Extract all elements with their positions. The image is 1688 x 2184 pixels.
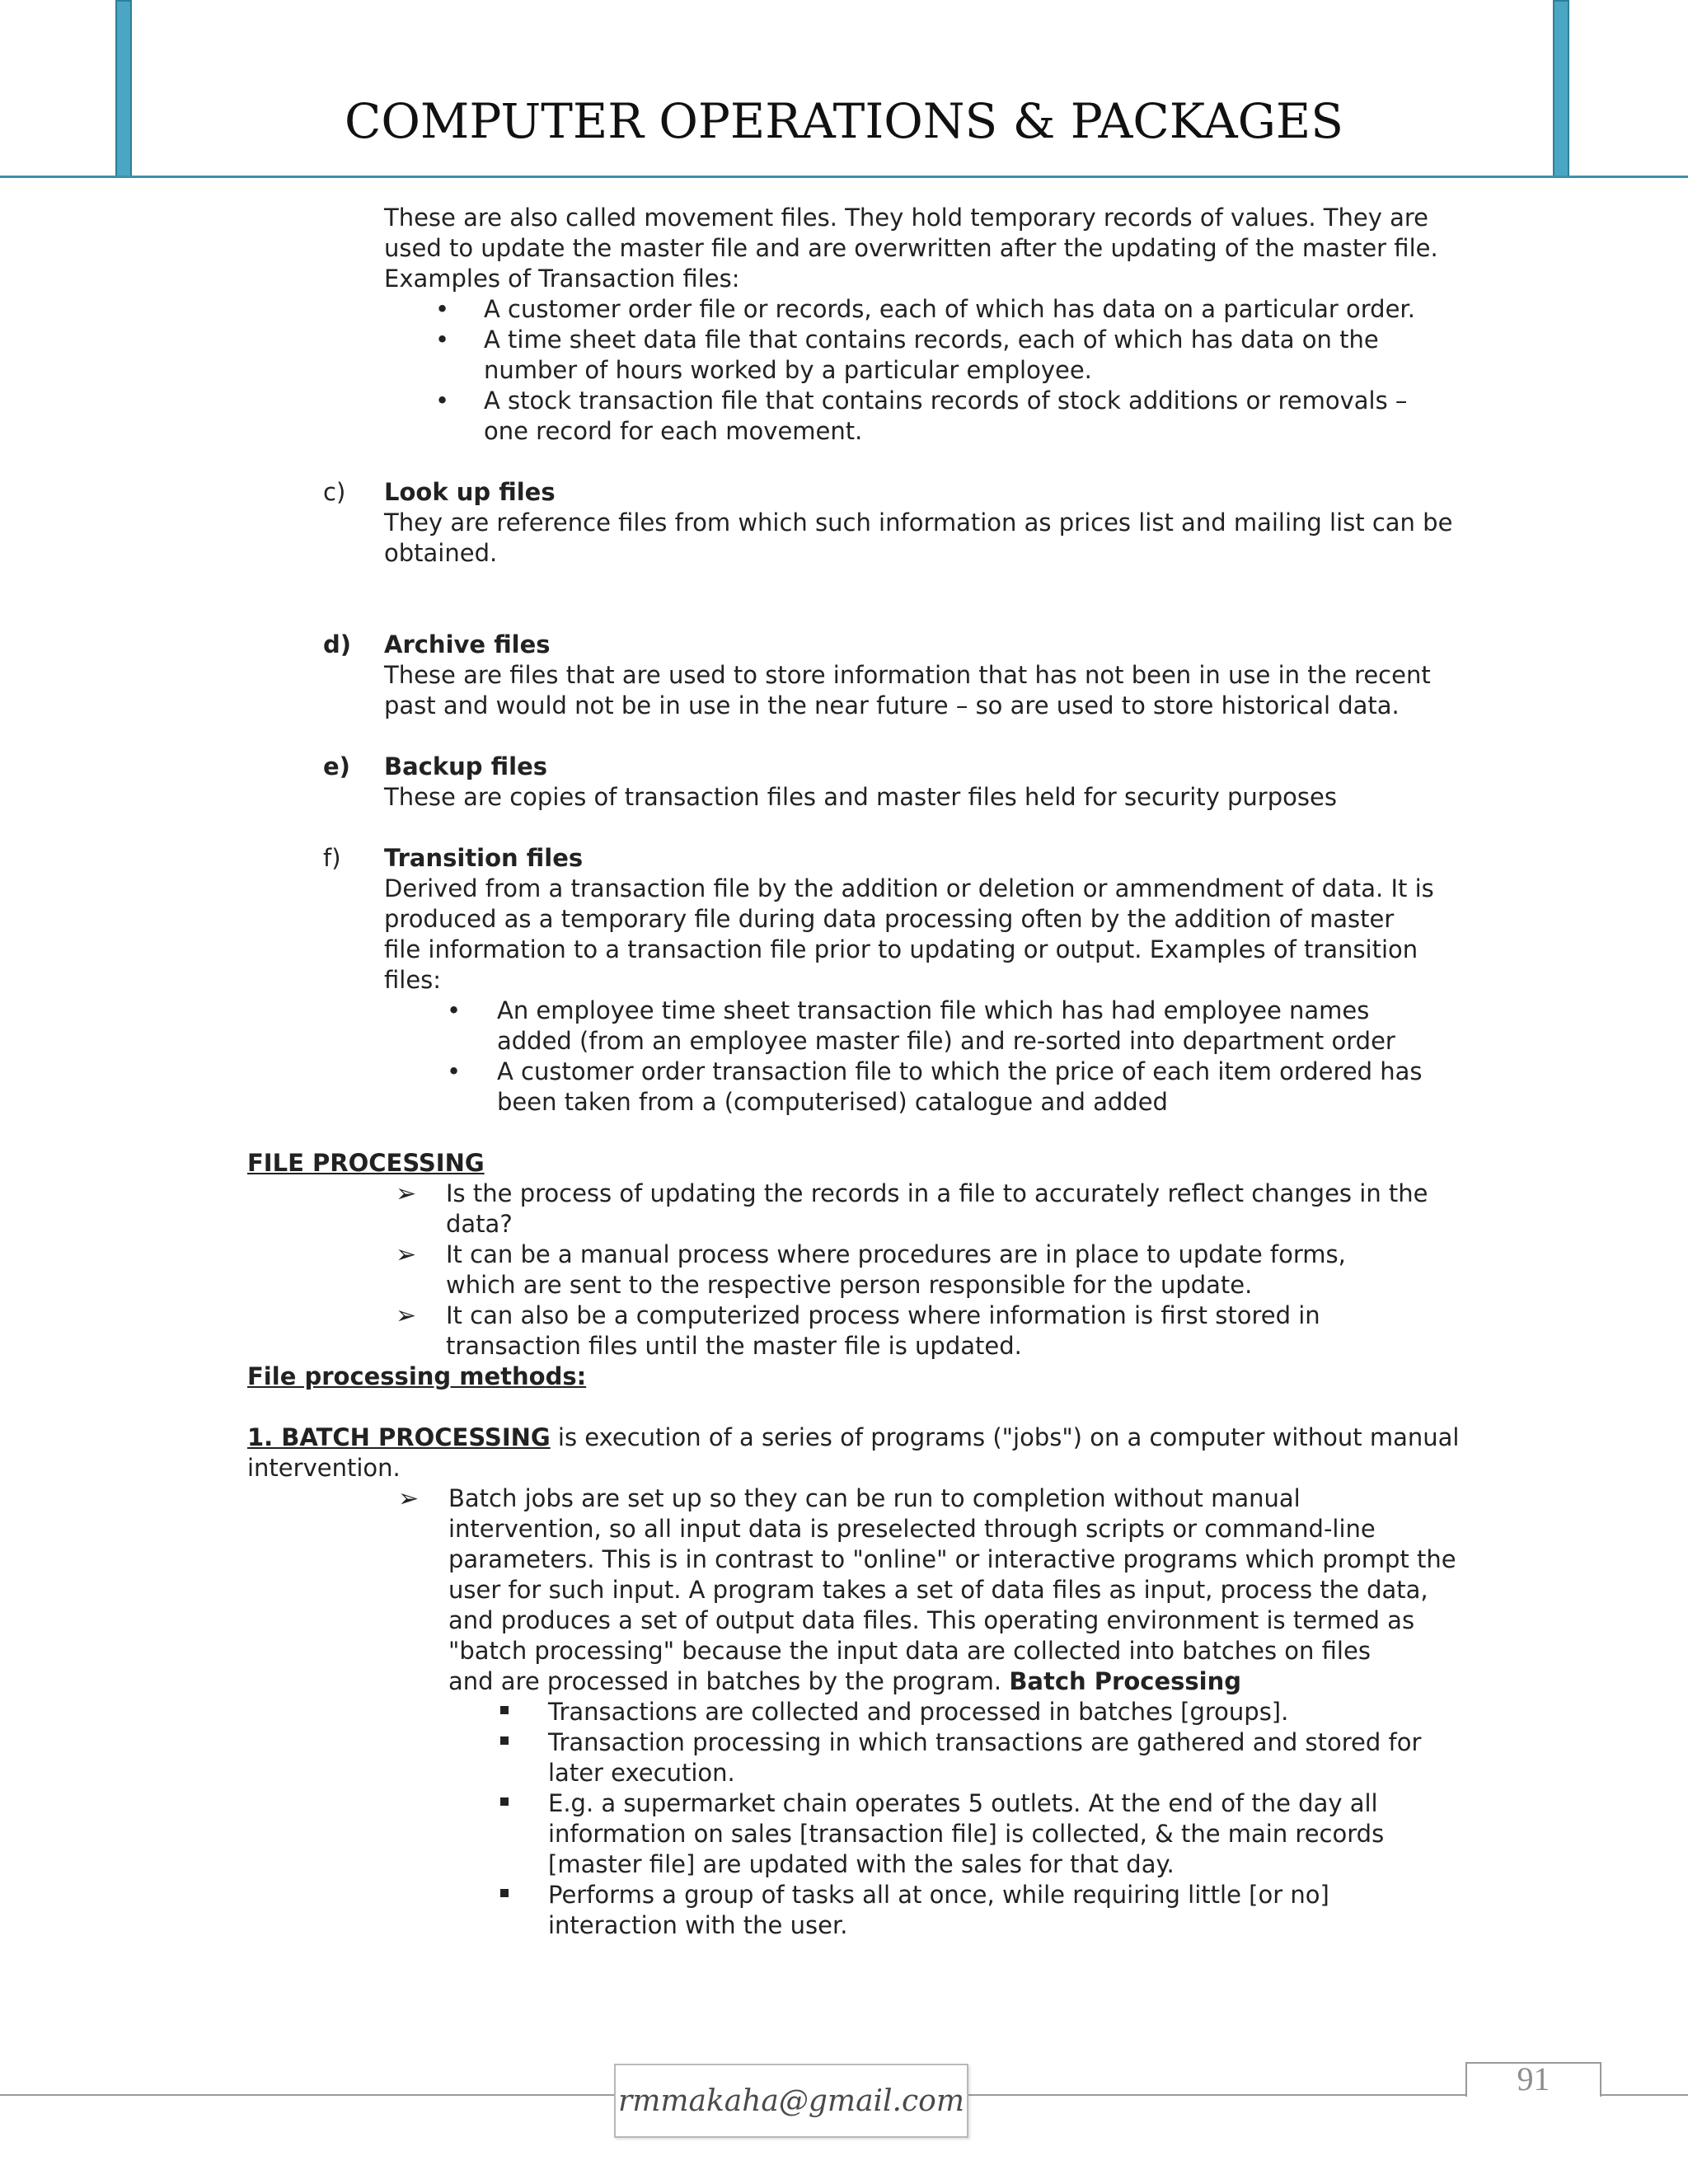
footer-email: rmmakaha@gmail.com bbox=[618, 2083, 964, 2118]
batch-subheading: Batch Processing bbox=[1009, 1667, 1242, 1695]
batch-paragraph-line: "batch processing" because the input data are collected into batches on files bbox=[448, 1637, 1371, 1665]
transition-example: been taken from a (computerised) catalogue and added bbox=[497, 1088, 1168, 1116]
transition-line: files: bbox=[384, 966, 442, 994]
transition-example: added (from an employee master file) and re-sorted into department order bbox=[497, 1027, 1395, 1055]
archive-line: past and would not be in use in the near future – so are used to store historical data. bbox=[384, 691, 1400, 719]
archive-title: Archive files bbox=[384, 630, 551, 658]
batch-paragraph-line bbox=[448, 1666, 1241, 1697]
batch-paragraph-text: and are processed in batches by the program. bbox=[448, 1667, 1010, 1695]
header-right-bar bbox=[1553, 0, 1569, 178]
lookup-title: Look up files bbox=[384, 478, 556, 506]
batch-heading: 1. BATCH PROCESSING bbox=[247, 1423, 551, 1451]
transition-example: A customer order transaction file to which the price of each item ordered has bbox=[497, 1057, 1423, 1085]
batch-paragraph-line: Batch jobs are set up so they can be run to completion without manual bbox=[448, 1484, 1301, 1512]
header-divider bbox=[0, 176, 1688, 178]
page-number: 91 bbox=[1517, 2060, 1550, 2097]
lookup-line: They are reference files from which such information as prices list and mailing list can be bbox=[384, 509, 1453, 537]
transaction-example: A customer order file or records, each of which has data on a particular order. bbox=[484, 295, 1415, 323]
square-bullet-icon bbox=[500, 1797, 509, 1806]
batch-paragraph-line: user for such input. A program takes a set of data files as input, process the data, bbox=[448, 1576, 1428, 1604]
transaction-line: Examples of Transaction files: bbox=[384, 265, 740, 293]
file-processing-point: transaction files until the master file is updated. bbox=[446, 1332, 1022, 1360]
transaction-example: number of hours worked by a particular employee. bbox=[484, 356, 1092, 384]
file-processing-point: It can be a manual process where procedures are in place to update forms, bbox=[446, 1240, 1346, 1268]
batch-paragraph-line: parameters. This is in contrast to "online" or interactive programs which prompt the bbox=[448, 1545, 1456, 1573]
backup-line: These are copies of transaction files and master files held for security purposes bbox=[384, 783, 1337, 811]
bullet-dot: • bbox=[435, 295, 450, 323]
batch-intro bbox=[247, 1422, 1459, 1453]
bullet-dot: • bbox=[447, 1057, 462, 1085]
bullet-dot: • bbox=[435, 387, 450, 415]
arrow-bullet-icon: ➢ bbox=[396, 1179, 417, 1208]
transaction-example: one record for each movement. bbox=[484, 417, 863, 445]
section-marker: c) bbox=[323, 478, 346, 506]
section-marker: f) bbox=[323, 844, 341, 872]
batch-item: information on sales [transaction file] is collected, & the main records bbox=[548, 1820, 1385, 1848]
transition-line: Derived from a transaction file by the addition or deletion or ammendment of data. It is bbox=[384, 874, 1434, 902]
square-bullet-icon bbox=[500, 1889, 509, 1897]
transition-line: produced as a temporary file during data processing often by the addition of master bbox=[384, 905, 1395, 933]
square-bullet-icon bbox=[500, 1736, 509, 1745]
batch-item: Transaction processing in which transactions are gathered and stored for bbox=[548, 1728, 1422, 1756]
batch-item: E.g. a supermarket chain operates 5 outlets. At the end of the day all bbox=[548, 1789, 1378, 1817]
batch-item: [master file] are updated with the sales for that day. bbox=[548, 1850, 1175, 1878]
header-left-bar bbox=[115, 0, 132, 178]
transaction-line: used to update the master file and are overwritten after the updating of the master file. bbox=[384, 234, 1438, 262]
arrow-bullet-icon: ➢ bbox=[398, 1484, 420, 1513]
archive-line: These are files that are used to store information that has not been in use in the recent bbox=[384, 661, 1431, 689]
section-marker: e) bbox=[323, 752, 350, 780]
batch-item: Performs a group of tasks all at once, while requiring little [or no] bbox=[548, 1881, 1329, 1909]
methods-heading: File processing methods: bbox=[247, 1362, 587, 1390]
batch-paragraph-line: intervention, so all input data is preselected through scripts or command-line bbox=[448, 1515, 1376, 1543]
transaction-example: A stock transaction file that contains records of stock additions or removals – bbox=[484, 387, 1408, 415]
batch-item: later execution. bbox=[548, 1759, 735, 1787]
arrow-bullet-icon: ➢ bbox=[396, 1301, 417, 1330]
transition-title: Transition files bbox=[384, 844, 584, 872]
batch-item: interaction with the user. bbox=[548, 1911, 848, 1939]
footer-email-box bbox=[614, 2064, 968, 2138]
bullet-dot: • bbox=[447, 996, 462, 1024]
square-bullet-icon bbox=[500, 1706, 509, 1714]
page-header-title: COMPUTER OPERATIONS & PACKAGES bbox=[345, 93, 1343, 149]
file-processing-point: Is the process of updating the records in a file to accurately reflect changes in the bbox=[446, 1179, 1428, 1207]
batch-paragraph-line: and produces a set of output data files. This operating environment is termed as bbox=[448, 1606, 1415, 1634]
batch-intro-text: is execution of a series of programs ("jobs") on a computer without manual bbox=[550, 1423, 1460, 1451]
transition-line: file information to a transaction file prior to updating or output. Examples of transition bbox=[384, 935, 1418, 963]
file-processing-point: data? bbox=[446, 1210, 513, 1238]
batch-intro-line: intervention. bbox=[247, 1454, 401, 1482]
transaction-example: A time sheet data file that contains records, each of which has data on the bbox=[484, 326, 1379, 354]
file-processing-point: which are sent to the respective person responsible for the update. bbox=[446, 1271, 1253, 1299]
section-marker: d) bbox=[323, 630, 352, 658]
file-processing-heading: FILE PROCESSING bbox=[247, 1149, 485, 1177]
transaction-line: These are also called movement files. They hold temporary records of values. They are bbox=[384, 204, 1429, 232]
bullet-dot: • bbox=[435, 326, 450, 354]
backup-title: Backup files bbox=[384, 752, 548, 780]
lookup-line: obtained. bbox=[384, 539, 498, 567]
batch-item: Transactions are collected and processed in batches [groups]. bbox=[548, 1698, 1289, 1726]
file-processing-point: It can also be a computerized process where information is first stored in bbox=[446, 1301, 1320, 1329]
arrow-bullet-icon: ➢ bbox=[396, 1240, 417, 1269]
transition-example: An employee time sheet transaction file which has had employee names bbox=[497, 996, 1370, 1024]
